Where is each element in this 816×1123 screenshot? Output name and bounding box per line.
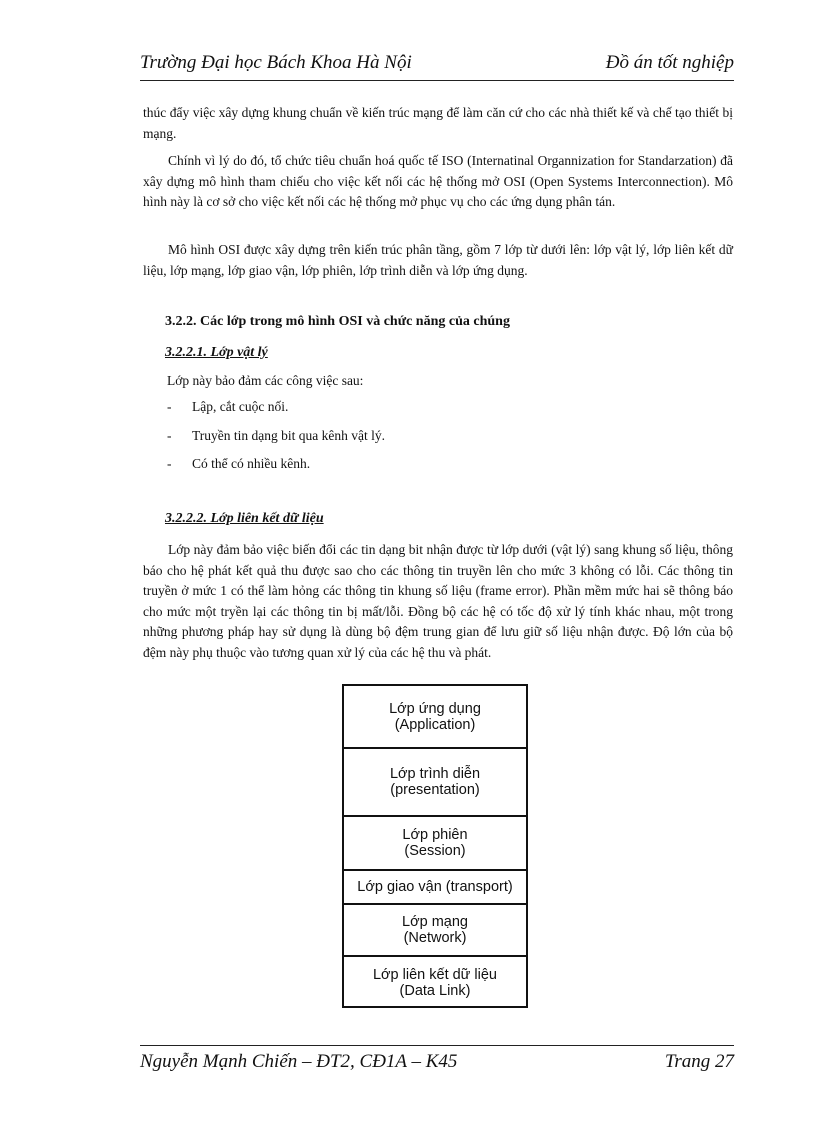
- osi-layer-diagram: [342, 684, 528, 1008]
- list-item-text: Có thể có nhiều kênh.: [192, 456, 311, 471]
- header-title: Đồ án tốt nghiệp: [605, 52, 734, 73]
- osi-layer-application: [344, 686, 526, 749]
- subsection-heading-physical: 3.2.2.1. Lớp vật lý: [165, 345, 268, 360]
- list-item: [167, 399, 288, 415]
- osi-layer-network: [344, 905, 526, 957]
- osi-layer-session: [344, 817, 526, 871]
- layer-name: Lớp liên kết dữ liệu: [372, 966, 497, 983]
- layer-name: Lớp phiên: [402, 827, 468, 843]
- header-divider: [140, 80, 734, 81]
- page-number: Trang 27: [664, 1051, 734, 1072]
- section-heading: 3.2.2. Các lớp trong mô hình OSI và chức năng của chúng: [165, 314, 510, 329]
- paragraph-3: Mô hình OSI được xây dựng trên kiến trúc phân tầng, gồm 7 lớp từ dưới lên: lớp vật lý, lớp liên kết dữ liệu, lớp mạng, lớp giao vận, lớp phiên, lớp trình diễn và lớp ứng dụng.: [143, 242, 733, 278]
- osi-layer-presentation: [344, 749, 526, 817]
- list-item-text: Truyền tin dạng bit qua kênh vật lý.: [192, 428, 385, 443]
- bullet-dash: -: [167, 399, 172, 414]
- layer-name-en: (Application): [394, 716, 476, 733]
- paragraph-1: thúc đẩy việc xây dựng khung chuẩn về kiến trúc mạng để làm căn cứ cho các nhà thiết kế và chế tạo thiết bị mạng.: [143, 105, 733, 141]
- osi-layer-datalink: [344, 957, 526, 1008]
- layer-name: Lớp ứng dụng: [389, 700, 481, 717]
- bullet-dash: -: [167, 428, 172, 443]
- physical-layer-intro: Lớp này bảo đảm các công việc sau:: [167, 373, 364, 388]
- bullet-dash: -: [167, 456, 172, 471]
- layer-name: Lớp mạng: [402, 914, 468, 930]
- footer-divider: [140, 1045, 734, 1046]
- list-item-text: Lập, cắt cuộc nối.: [192, 399, 289, 414]
- page-footer: [140, 1049, 734, 1079]
- layer-name: Lớp giao vận (transport): [357, 879, 513, 895]
- list-item: [167, 428, 385, 444]
- page-header: [140, 50, 734, 80]
- osi-layer-transport: [344, 871, 526, 905]
- paragraph-4: Lớp này đảm bảo việc biến đổi các tin dạng bit nhận được từ lớp dưới (vật lý) sang khung số liệu, thông báo cho hệ phát kết quả thu được sao cho các thông tin truyền lên cho mức 3 không có lỗi. Các thông tin truyền ở mức 1 có thể làm hỏng các thông tin khung số liệu (frame error). Phần mềm mức hai sẽ thông báo cho mức một tryền lại các thông tin bị mất/lỗi. Đồng bộ các hệ có tốc độ xử lý tính khác nhau, một trong những phương pháp hay sử dụng là dùng bộ đệm trung gian để lưu giữ số liệu nhận được. Độ lớn của bộ đệm này phụ thuộc vào tương quan xử lý của các hệ thu và phát.: [143, 542, 733, 660]
- layer-name-en: (Network): [403, 930, 467, 946]
- layer-name-en: (Session): [404, 843, 466, 859]
- layer-name-en: (Data Link): [399, 982, 471, 999]
- paragraph-2: Chính vì lý do đó, tổ chức tiêu chuẩn hoá quốc tế ISO (Internatinal Organnization for Standarzation) đã xây dựng mô hình tham chiếu cho việc kết nối các hệ thống mở OSI (Open Systems Interconnection). Mô hình này là cơ sở cho việc kết nối các hệ thống mở phục vụ cho các ứng dụng phân tán.: [143, 153, 733, 209]
- footer-author: Nguyễn Mạnh Chiến – ĐT2, CĐ1A – K45: [140, 1051, 458, 1072]
- list-item: [167, 456, 310, 472]
- layer-name-en: (presentation): [390, 782, 480, 798]
- layer-name: Lớp trình diễn: [389, 766, 481, 782]
- header-school: Trường Đại học Bách Khoa Hà Nội: [140, 52, 412, 73]
- subsection-heading-datalink: 3.2.2.2. Lớp liên kết dữ liệu: [165, 511, 324, 526]
